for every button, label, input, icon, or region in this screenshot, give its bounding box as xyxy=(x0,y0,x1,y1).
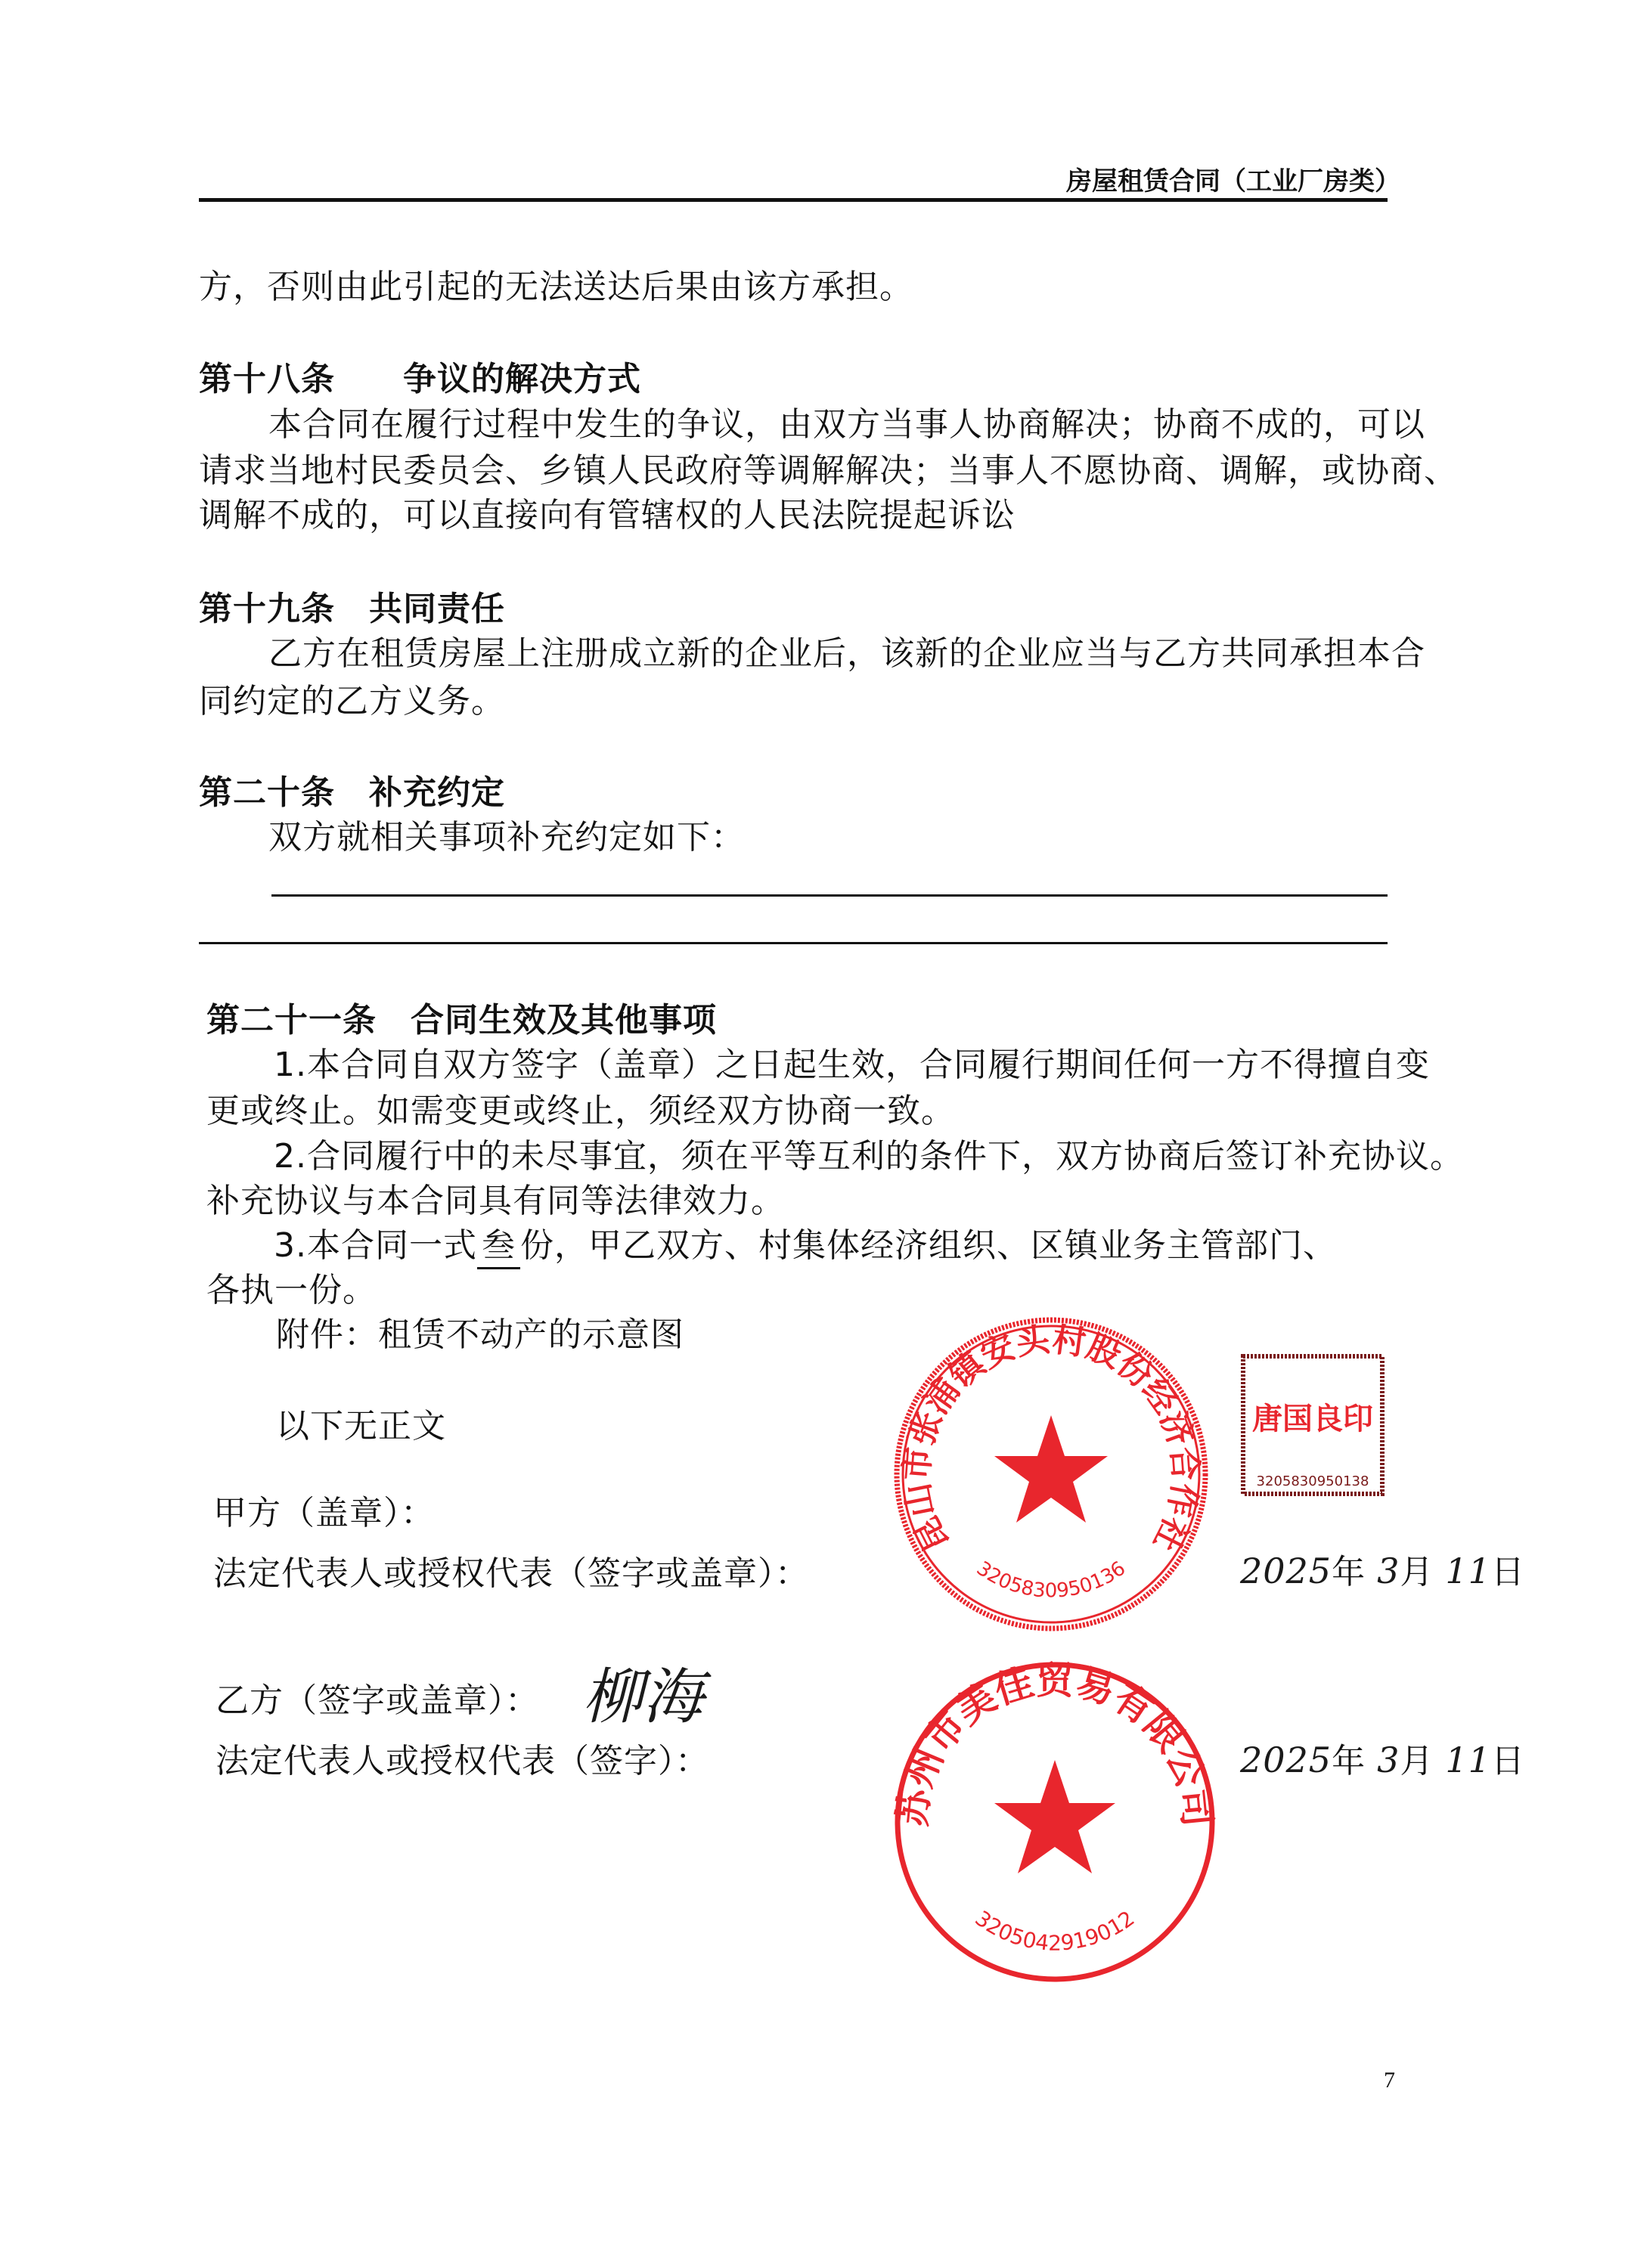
blank-line xyxy=(271,894,1388,897)
seal-a-name: 昆山市张浦镇安头村股份经济合作社 xyxy=(897,1320,1205,1558)
article-18-line: 本合同在履行过程中发生的争议，由双方当事人协商解决；协商不成的，可以 xyxy=(268,405,1425,444)
header-rule xyxy=(199,198,1388,202)
end-note: 以下无正文 xyxy=(276,1407,446,1445)
seal-b-code: 3205042919012 xyxy=(970,1905,1140,1956)
article-20-line: 双方就相关事项补充约定如下： xyxy=(268,818,745,857)
date-month: 3 xyxy=(1377,1740,1400,1780)
article-19-line: 同约定的乙方义务。 xyxy=(199,682,505,720)
date-day: 11 xyxy=(1445,1740,1491,1780)
seal-square-code: 3205830950138 xyxy=(1256,1473,1369,1489)
seal-b-name: 苏州市美佳贸易有限公司 xyxy=(890,1658,1220,1829)
copies-prefix: 3.本合同一式 xyxy=(274,1226,477,1265)
party-b-round-seal xyxy=(890,1658,1220,1984)
party-b-date xyxy=(1240,1739,1525,1783)
year-label: 年 xyxy=(1332,1553,1366,1591)
svg-text:3205830950136 xyxy=(972,1557,1130,1603)
article-18-heading: 第十八条 争议的解决方式 xyxy=(199,360,641,398)
article-21-line: 1.本合同自双方签字（盖章）之日起生效，合同履行期间任何一方不得擅自变 xyxy=(274,1046,1430,1084)
running-header: 房屋租赁合同（工业厂房类） xyxy=(1066,166,1400,197)
party-a-round-seal xyxy=(892,1315,1210,1633)
article-20-heading: 第二十条 补充约定 xyxy=(199,773,505,812)
party-a-rep-label: 法定代表人或授权代表（签字或盖章）： xyxy=(213,1554,809,1593)
party-a-label: 甲方（盖章）： xyxy=(213,1494,435,1532)
date-year: 2025 xyxy=(1240,1740,1332,1780)
page-number: 7 xyxy=(1384,2068,1395,2093)
seal-square-text: 唐国良印 xyxy=(1252,1402,1373,1436)
copies-value: 叁 xyxy=(477,1225,520,1269)
blank-line xyxy=(199,942,1388,944)
day-label: 日 xyxy=(1490,1742,1525,1780)
article-19-line: 乙方在租赁房屋上注册成立新的企业后，该新的企业应当与乙方共同承担本合 xyxy=(268,634,1425,673)
intro-line: 方，否则由此引起的无法送达后果由该方承担。 xyxy=(199,268,913,306)
copies-suffix: 份，甲乙双方、村集体经济组织、区镇业务主管部门、 xyxy=(519,1226,1337,1265)
seal-a-code: 3205830950136 xyxy=(972,1557,1130,1603)
article-21-line: 各执一份。 xyxy=(206,1271,377,1309)
party-b-handwritten-signature: 柳海 xyxy=(582,1662,703,1732)
article-18-line: 请求当地村民委员会、乡镇人民政府等调解解决；当事人不愿协商、调解，或协商、 xyxy=(199,451,1458,490)
party-b-rep-label: 法定代表人或授权代表（签字）： xyxy=(216,1742,709,1780)
star-icon xyxy=(994,1415,1108,1523)
date-day: 11 xyxy=(1445,1551,1491,1591)
article-18-line: 调解不成的，可以直接向有管辖权的人民法院提起诉讼 xyxy=(199,496,1016,534)
year-label: 年 xyxy=(1332,1742,1366,1780)
article-21-copies-line xyxy=(274,1225,1337,1269)
article-19-heading: 第十九条 共同责任 xyxy=(199,590,505,628)
party-b-label: 乙方（签字或盖章）： xyxy=(216,1681,539,1720)
personal-square-seal xyxy=(1240,1353,1385,1497)
article-21-line: 2.合同履行中的未尽事宜，须在平等互利的条件下，双方协商后签订补充协议。 xyxy=(274,1137,1464,1176)
party-a-date xyxy=(1240,1550,1525,1594)
star-icon xyxy=(994,1760,1115,1873)
article-21-heading: 第二十一条 合同生效及其他事项 xyxy=(206,1001,717,1040)
date-year: 2025 xyxy=(1240,1551,1332,1591)
article-21-line: 更或终止。如需变更或终止，须经双方协商一致。 xyxy=(206,1092,955,1130)
month-label: 月 xyxy=(1400,1553,1434,1591)
date-month: 3 xyxy=(1377,1551,1400,1591)
attachment-note: 附件：租赁不动产的示意图 xyxy=(276,1315,684,1354)
month-label: 月 xyxy=(1400,1742,1434,1780)
svg-text:3205042919012 xyxy=(971,1906,1140,1956)
article-21-line: 补充协议与本合同具有同等法律效力。 xyxy=(206,1182,785,1220)
day-label: 日 xyxy=(1490,1553,1525,1591)
